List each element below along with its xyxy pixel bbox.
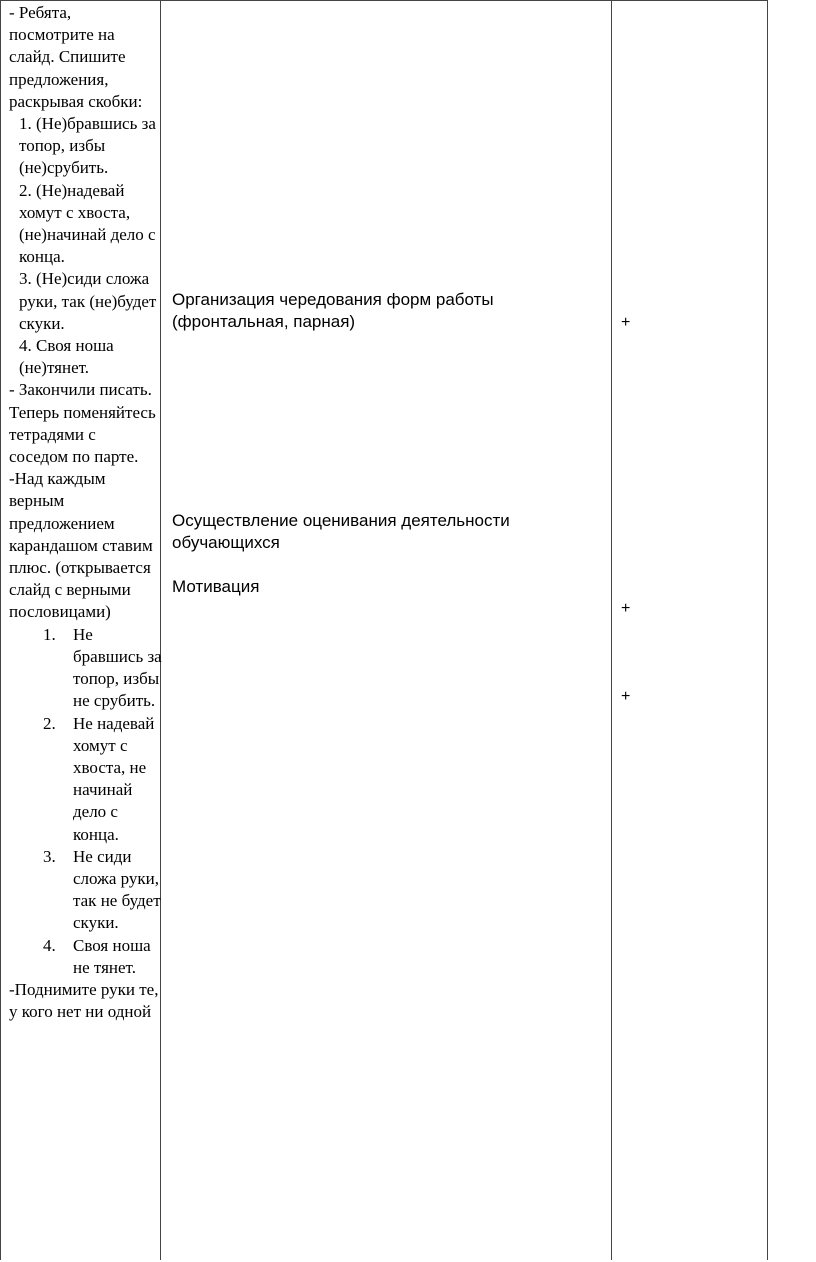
answer-item [9, 935, 163, 979]
plus-instruction: -Над каждым верным предложением карандашом ставим плюс. (открывается слайд с верными пословицами) [9, 469, 153, 622]
closing-instruction: -Поднимите руки те, у кого нет ни одной [9, 979, 159, 1022]
answer-item [9, 846, 163, 935]
plus-mark-3: + [621, 688, 631, 705]
organization-text: Организация чередования форм работы (фронтальная, парная) [172, 290, 494, 331]
answer-text: Не надевай хомут с хвоста, не начинай дело с конца. [73, 713, 155, 844]
task-item-4: 4. Своя ноша (не)тянет. [19, 336, 114, 378]
answers-list [9, 624, 162, 979]
answer-number: 3. [43, 846, 56, 866]
answer-text: Своя ноша не тянет. [73, 935, 151, 977]
answer-number: 1. [43, 624, 56, 644]
answer-item [9, 624, 163, 713]
answer-text: Не бравшись за топор, избы не срубить. [73, 624, 162, 711]
answer-number: 4. [43, 935, 56, 955]
task-item-3: 3. (Не)сиди сложа руки, так (не)будет скуки. [19, 269, 157, 333]
teacher-activity-cell [9, 2, 162, 1023]
plus-mark-2: + [621, 600, 631, 617]
plus-mark-1: + [621, 314, 631, 331]
answer-text: Не сиди сложа руки, так не будет скуки. [73, 846, 161, 933]
answer-item [9, 713, 163, 846]
column-divider-2 [611, 1, 612, 1260]
task-intro: - Ребята, посмотрите на слайд. Спишите предложения, раскрывая скобки: [9, 3, 143, 111]
motivation-text: Мотивация [172, 577, 260, 596]
assessment-text: Осуществление оценивания деятельности обучающихся [172, 511, 510, 552]
task-item-1: 1. (Не)бравшись за топор, избы (не)срубить. [19, 114, 156, 178]
answer-number: 2. [43, 713, 56, 733]
task-item-2: 2. (Не)надевай хомут с хвоста, (не)начинай дело с конца. [19, 180, 156, 267]
swap-instruction: - Закончили писать. Теперь поменяйтесь тетрадями с соседом по парте. [9, 380, 156, 467]
